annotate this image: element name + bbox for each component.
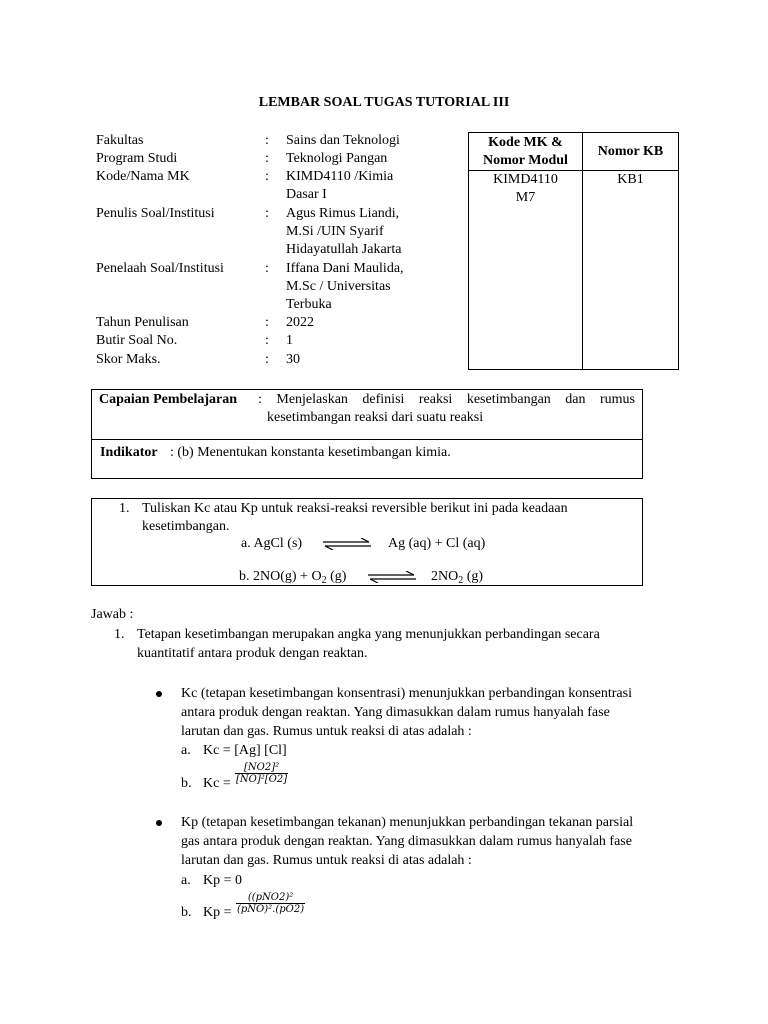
meta-value: Iffana Dani Maulida, M.Sc / Universitas Terbuka [286,261,404,312]
meta-label: Kode/Nama MK [96,169,190,184]
question-number: 1. [119,501,130,516]
meta-colon: : [265,206,269,221]
kode-mk-table [468,132,679,370]
kc-b-marker: b. [181,776,192,791]
answer-label: Jawab : [91,607,134,622]
kode-value-cell [469,171,583,370]
equilibrium-arrow-icon [366,571,418,583]
meta-colon: : [265,333,269,348]
meta-colon: : [265,169,269,184]
meta-value: Agus Rimus Liandi, M.Si /UIN Syarif Hidayatullah Jakarta [286,206,402,257]
kp-a-marker: a. [181,873,191,888]
answer-number: 1. [114,627,125,642]
kp-formula-a: Kp = 0 [203,873,243,888]
kc-a-marker: a. [181,743,191,758]
capaian-text-line2: kesetimbangan reaksi dari suatu reaksi [267,410,484,425]
kc-fraction [235,762,288,785]
kc-formula-a: Kc = [Ag] [Cl] [203,743,287,758]
reaction-a-right: Ag (aq) + Cl (aq) [388,536,486,551]
meta-colon: : [265,315,269,330]
bullet-icon [156,691,162,697]
subscript: 2 [321,575,327,586]
kp-text-line3: larutan dan gas. Rumus untuk reaksi di atas adalah : [181,853,472,868]
meta-value: KIMD4110 /Kimia Dasar I [286,169,394,202]
kc-text-line2: antara produk dengan reaktan. Yang dimasukkan dalam rumus hanyalah fase [181,705,610,720]
kp-text-line1: Kp (tetapan kesetimbangan tekanan) menunjukkan perbandingan tekanan parsial [181,815,634,830]
subscript: 2 [458,575,464,586]
nomor-kb-value-cell: KB1 [583,171,679,370]
equilibrium-arrow-icon [321,538,373,550]
capaian-indikator-box [91,389,643,479]
reaction-a-left: a. AgCl (s) [241,536,303,551]
question-text-line1: Tuliskan Kc atau Kp untuk reaksi-reaksi reversible berikut ini pada keadaan [142,501,568,516]
kc-text-line1: Kc (tetapan kesetimbangan konsentrasi) menunjukkan perbandingan konsentrasi [181,686,632,701]
kp-fraction-denominator: (pNO)².(pO2) [237,904,305,915]
meta-value: Sains dan Teknologi [286,133,400,148]
indikator-text: : (b) Menentukan konstanta kesetimbangan kimia. [170,445,451,460]
indikator-label: Indikator [100,445,158,460]
meta-label: Skor Maks. [96,352,161,367]
meta-label: Fakultas [96,133,144,148]
kode-header-line: Kode MK & [488,134,563,150]
kp-b-marker: b. [181,905,192,920]
kode-header-line: Nomor Modul [483,152,568,168]
kode-value-line: M7 [515,190,536,205]
meta-value: Teknologi Pangan [286,151,388,166]
reaction-b-right-phase: (g) [463,569,484,584]
meta-colon: : [265,151,269,166]
meta-value: 2022 [286,315,314,330]
bullet-icon [156,820,162,826]
reaction-b-left-phase: (g) [326,569,347,584]
question-text-line2: kesetimbangan. [142,519,230,534]
document-title: LEMBAR SOAL TUGAS TUTORIAL III [258,95,510,110]
reaction-b-right-text: 2NO [431,569,459,584]
kc-text-line3: larutan dan gas. Rumus untuk reaksi di atas adalah : [181,724,472,739]
capaian-text-line1: : Menjelaskan definisi reaksi kesetimbangan dan rumus [258,392,635,407]
reaction-b-right [431,568,483,590]
kc-fraction-denominator: [NO]²[O2] [236,774,288,785]
kp-fraction-numerator: ((pNO2)² [236,892,305,904]
meta-colon: : [265,133,269,148]
meta-label: Penelaah Soal/Institusi [96,261,224,276]
kc-fraction-numerator: [NO2]² [235,762,288,774]
capaian-label: Capaian Pembelajaran [99,392,238,407]
kode-value-line: KIMD4110 [493,172,558,187]
question-box [91,498,643,586]
answer-intro-line2: kuantitatif antara produk dengan reaktan. [137,646,368,661]
answer-intro-line1: Tetapan kesetimbangan merupakan angka yang menunjukkan perbandingan secara [137,627,600,642]
meta-label: Program Studi [96,151,178,166]
reaction-b-left-text: b. 2NO(g) + O [239,569,322,584]
meta-label: Tahun Penulisan [96,315,189,330]
kc-formula-b-prefix: Kc = [203,776,231,791]
kode-header-cell [469,133,583,171]
reaction-b-left [239,568,346,590]
nomor-kb-header-cell: Nomor KB [583,133,679,171]
meta-value: 30 [286,352,300,367]
meta-colon: : [265,352,269,367]
kp-formula-b-prefix: Kp = [203,905,232,920]
kp-text-line2: gas antara produk dengan reaktan. Yang dimasukkan dalam rumus hanyalah fase [181,834,632,849]
meta-label: Butir Soal No. [96,333,178,348]
meta-value: 1 [286,333,293,348]
kp-fraction [236,892,305,915]
meta-label: Penulis Soal/Institusi [96,206,215,221]
box-divider [92,439,642,440]
meta-colon: : [265,261,269,276]
